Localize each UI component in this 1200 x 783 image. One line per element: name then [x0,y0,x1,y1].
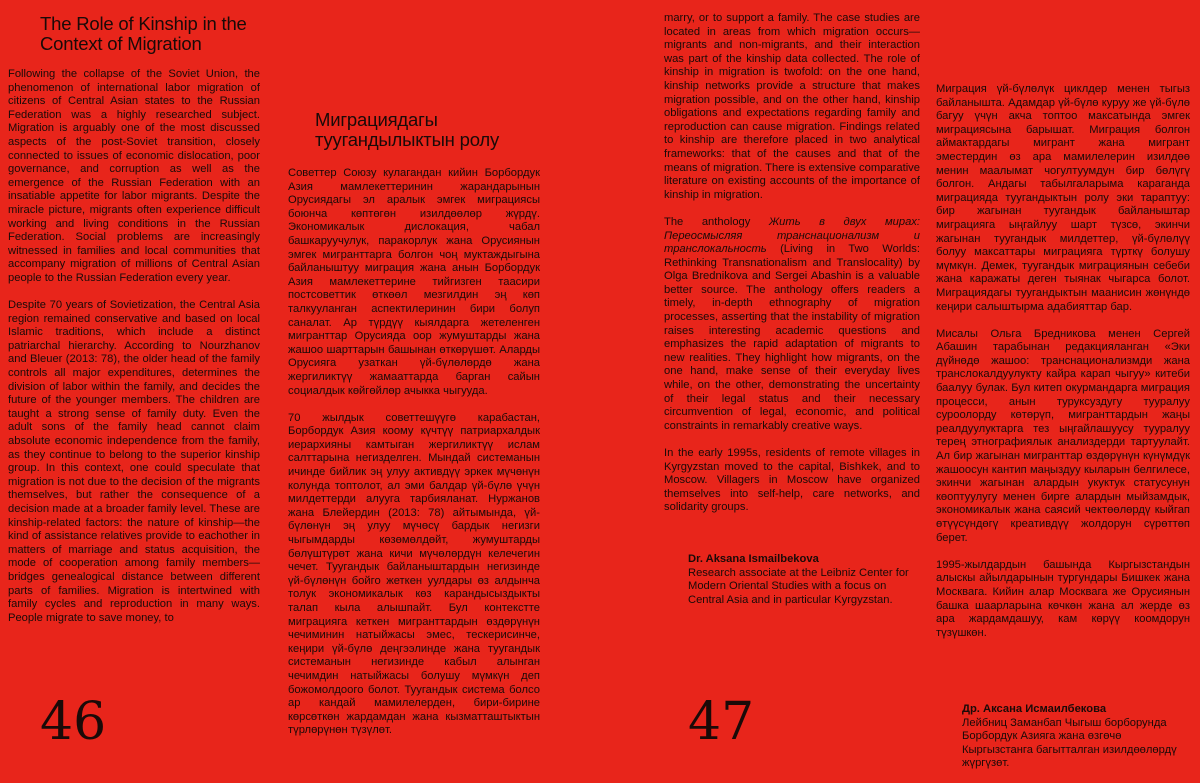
author-name: Др. Аксана Исмаилбекова [962,703,1107,715]
anthology-title: Жить в двух мирах: Переосмысляя транснационализм и транслокальность [664,215,920,256]
paragraph: In the early 1995s, residents of remote villages in Kyrgyzstan moved to the capital, Bishkek, and to Moscow. Villagers in Moscow have organized themselves into self-help, care networks, and solidarity groups. [664,447,920,514]
paragraph: 70 жылдык советтешүүгө карабастан, Борбордук Азия коому күчтүү патриархалдык иерархияны камтыган жергиликтүү ислам салттарына негизделген. Мындай системанын ичинде бийлик эң улуу активдүү эркек мүчөнүн колунда топтолот, ал эми балдар үй-бүлө үчүн милдеттерди алууга тарбияланат. Нуржанов жана Блейердин (2013: 78) айтымында, үй-бүлөнүн эң улуу мүчөсү бардык негизги чыгымдарды көзөмөлдөйт, жумуштарды бөлүштүрөт жана кичи мүчөлөрдүн келечегин чечет. Туугандык байланыштардын негизинде үй-бүлөнүн бойго жеткен уулдары өз алдынча толук экономикалык көз карандысыздыкты талап кыла алышпайт. Бул контекстте миграцияга кеткен мигранттардын өздөрүнүн чечиминин натыйжасы эмес, тескерисинче, кеңири үй-бүлө деңгээлинде жана туугандык системанын негизинде кабыл алынган чечимдин натыйжасы болушу мүмкүн деп божомолдоого болот. Туугандык система болсо ар кандай мамилелерден, бири-бирине көрсөткөн жардамдан жана кызматташтыктын түрлөрүнөн түзүлөт. [288,411,540,737]
page-number-left: 46 [40,692,107,752]
page-number-right: 47 [688,692,755,752]
paragraph [664,216,920,434]
paragraph: marry, or to support a family. The case studies are located in areas from which migration occurs—migrants and non-migrants, and their interaction was part of the kinship data collected. The role of kinship in migration is twofold: on the one hand, kinship networks provide a structure that makes migration possible, and on the other hand, kinship obligations and expectations regarding family and reproduction can cause migration. Findings related to kinship are therefore placed in two analytical frameworks: that of the causes and that of the means of migration. There is extensive comparative literature on existing accounts of the importance of kinship in migration. [664,12,920,201]
body-column-en-1 [8,68,260,639]
body-column-kg-1 [288,167,540,752]
paragraph: Мисалы Ольга Бредникова менен Сергей Абашин тарабынан редакцияланган «Эки дүйнөдө жашоо: транснационализмди жана транслокалдуулукту кайра карап чыгуу» китеби баалуу булак. Бул китеп окурмандарга миграция процесси, анын туруксуздугу тууралуу суроолорду көтөрүп, мигранттардын жаңы реалдуулуктарга тез ыңгайлашуусу тууралуу терең этнографиялык анализдерди тартуулайт. Ал бир жагынан мигранттар өздөрүнүн күнүмдүк жашоосун кантип маңыздуу кыларын белгилесе, экинчи жагынан алардын укуктук статусунун көоптуулугу менен бирге алардын мыйзамдык, экономикалык жана саясий чектөөлөрдү кыйгап өтүүсүндөгү креативдүү жолдорун сүрөттөп берет. [936,327,1190,544]
author-bio: Лейбниц Заманбап Чыгыш борборунда Борбордук Азияга жана өзгөчө Кыргызстанга багытталган изилдөөлөрдү жүргүзөт. [962,716,1177,770]
paragraph: Советтер Союзу кулагандан кийин Борбордук Азия мамлекеттеринин жарандарынын Орусиядагы эл аралык эмгек миграциясы боюнча көптөгөн изилдөөлөр жүрдү. Экономикалык дислокация, чабал башкаруучулук, паракорлук жана Орусиянын эмгек мигранттарга болгон чоң муктаждыгына байланыштуу миграция жана анын Борбордук Азия мамлекеттерине тийгизген таасири постсоветтик өткөөл мезгилдин эң көп талкууланган аспектилеринин бири болуп саналат. Ар түрдүү кыялдарга жетеленген мигранттар Орусияда оор жумуштарды жана жашоо шарттарын башынан өткөрүшөт. Аларды Орусияга узаткан үй-бүлөлөрдө жана жергиликтүү жамааттарда барган сайын социалдык көйгөйлөр ачыкка чыгууда. [288,167,540,397]
paragraph: 1995-жылдардын башында Кыргызстандын алыскы айылдарынын тургундары Бишкек жана Москвага. Кийин алар Москвага же Орусиянын башка шаарларына көчкөн жана ал жерде өз ара жардамдашуу, кам көрүү коомдорун түзүшкөн. [936,558,1190,639]
article-heading-kg: Миграциядагы туугандылыктын ролу [315,109,500,150]
paragraph: Despite 70 years of Sovietization, the Central Asia region remained conservative and based on local Islamic traditions, which include a distinct patriarchal hierarchy. According to Nourzhanov and Bleuer (2013: 78), the older head of the family controls all major expenditures, determines the division of labor within the family, and decides the future of the younger members. The children are taught a strong sense of family duty. Even the adult sons of the family head cannot claim absolute economic independence from the family, as they continue to belong to the superior kinship group. In this context, one could speculate that migration is not due to the decision of the migrants themselves, but rather the consequence of a decision made at a broader family level. These are kinship-related factors: the nature of kinship—the kind of assistance relatives provide to eachother in matters of marriage and status acquisition, the mode of cooperation among family members—bridges genealogical distance between different parts of families. Migration is intertwined with family cycles and reproduction in many ways. People migrate to save money, to [8,299,260,624]
body-column-kg-2 [936,83,1190,654]
anthology-rest: (Living in Two Worlds: Rethinking Transnationalism and Translocality) by Olga Brednikova and Sergei Abashin is a valuable better source. The anthology offers readers a timely, in-depth ethnography of migration processes, asserting that the instability of migration raises interesting academic questions and emphasizes the rapid adaptation of migrants to new realities. They highlight how migrants, on the one hand, make sense of their everyday lives while, on the other, demonstrating the uncertainty of their legal status and their necessary circumvention of legal, economic, and political constraints in remarkably creative ways. [664,243,920,432]
article-heading-en: The Role of Kinship in the Context of Migration [40,13,247,54]
paragraph: Following the collapse of the Soviet Union, the phenomenon of international labor migration of citizens of Central Asian states to the Russian Federation was a highly researched subject. Migration is arguably one of the most discussed aspects of the post-Soviet transition, closely connected to issues of economic dislocation, poor governance, and corruption as well as the emergence of the Russian Federation with an insatiable appetite for labor migrants. Despite the miracle picture, migrants often experience difficult working and living conditions in the Russian Federation. Social problems are increasingly witnessed in families and local communities that accompany migration of millions of Central Asian people to the Russian Federation every year. [8,68,260,284]
paragraph: Миграция үй-бүлөлүк циклдер менен тыгыз байланышта. Адамдар үй-бүлө куруу же үй-бүлө багуу үчүн акча топтоо максатында эмгек миграциясына барышат. Миграция болгон аймактардагы мигрант жана мигрант эместердин өз ара мамилелерин изилдөө менин маалымат чогултуумдун бир бөлүгү болгон. Андагы табылгаларыма караганда миграцияда туугандыктын ролу эки тараптуу: бир жагынан туугандык байланыштар миграцияга ыңгайлуу шарт түзсө, экинчи жагынан туугандык милдеттер, үй-бүлөлүү болуу максаттары миграцияга түрткү болушу мүмкүн. Демек, туугандык миграциянын себеби жана каражаты деген тыянак чыгарса болот. Миграциядагы туугандыктын маанисин жөнүндө кеңири салыштырма адабияттар бар. [936,83,1190,313]
author-bio: Research associate at the Leibniz Center for Modern Oriental Studies with a focus on Central Asia and in particular Kyrgyzstan. [688,566,909,606]
body-column-en-2 [664,12,920,529]
author-block-kg [962,703,1190,771]
author-block-en [688,553,920,607]
anthology-prefix: The anthology [664,215,769,228]
author-name: Dr. Aksana Ismailbekova [688,553,819,565]
